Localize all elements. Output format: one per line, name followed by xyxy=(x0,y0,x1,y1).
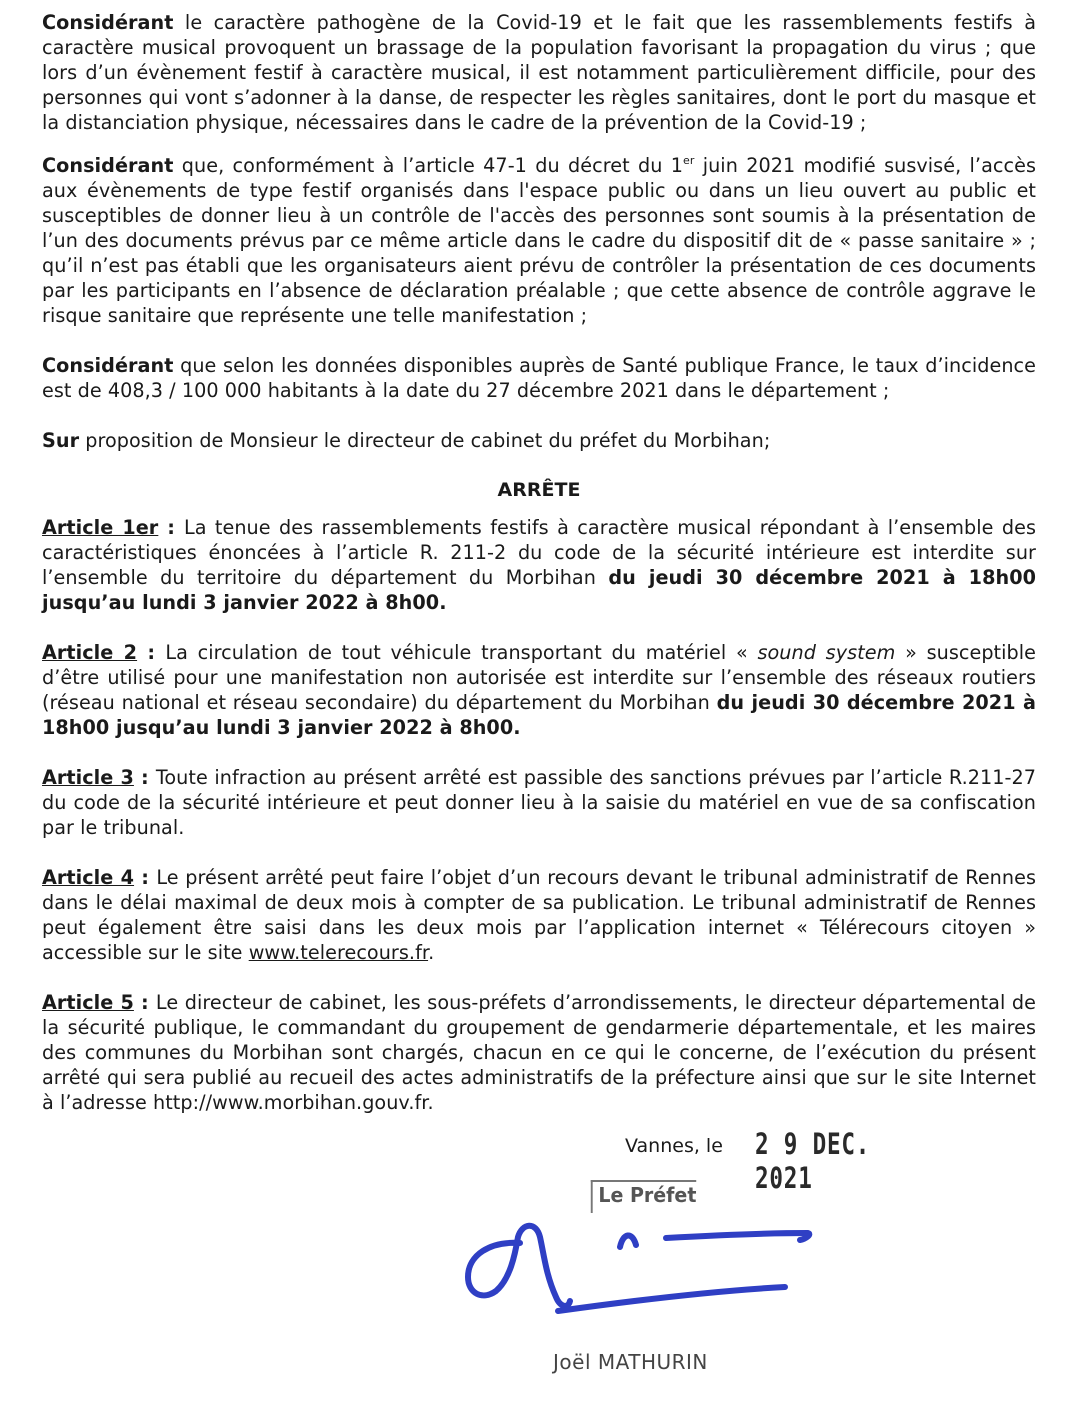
considerant-text: que, conformément à l’article 47-1 du décret du 1 xyxy=(173,154,683,177)
article-2-text: » susceptible d’être utilisé pour une manifestation non autorisée est interdite sur l’ensemble des réseaux routiers (réseau national et réseau secondaire) du département du Morbihan xyxy=(42,641,1036,714)
considerant-lead: Considérant xyxy=(42,354,174,377)
prefet-title-stamp: Le Préfet xyxy=(591,1180,697,1213)
considerant-text: le caractère pathogène de la Covid-19 et le fait que les rassemblements festifs à caractère musical provoquent un brassage de la population favorisant la propagation du virus ; que lors d’un évènement festif à caractère musical, il est notamment particulièrement difficile, pour des personnes qui vont s’adonner à la danse, de respecter les règles sanitaires, dont le port du masque et la distanciation physique, nécessaires dans le cadre de la prévention de la Covid-19 ; xyxy=(42,11,1036,134)
article-3-label: Article 3 xyxy=(42,766,134,789)
article-1-text: La tenue des rassemblements festifs à caractère musical répondant à l’ensemble des caractéristiques énoncées à l’article R. 211-2 du code de la sécurité intérieure est interdite sur l’ensemble du territoire du département du Morbihan xyxy=(42,516,1036,589)
ordinal-superscript: er xyxy=(683,154,695,167)
article-5-paragraph: Article 5 : Le directeur de cabinet, les sous-préfets d’arrondissements, le directeur départemental de la sécurité publique, le commandant du groupement de gendarmerie départementale, et les maires des communes du Morbihan sont chargés, chacun en ce qui le concerne, de l’exécution du présent arrêté qui sera publié au recueil des actes administratifs de la préfecture ainsi que sur le site Internet à l’adresse http://www.morbihan.gouv.fr. xyxy=(42,991,1036,1114)
article-2-label: Article 2 xyxy=(42,641,138,664)
considerant-text: juin 2021 modifié susvisé, l’accès aux évènements de type festif organisés dans l'espace public ou dans un lieu ouvert au public et susceptibles de donner lieu à un contrôle de l'accès des personnes sont soumis à la présentation de l’un des documents prévus par ce même article dans le cadre du dispositif dit de « passe sanitaire » ; qu’il n’est pas établi que les organisateurs aient prévu de contrôler la présentation de ces documents par les participants en l’absence de déclaration préalable ; que cette absence de contrôle aggrave le risque sanitaire que représente une telle manifestation ; xyxy=(42,154,1036,327)
place-label: Vannes, le xyxy=(625,1135,723,1157)
article-4-text: Le présent arrêté peut faire l’objet d’un recours devant le tribunal administratif de Rennes dans le délai maximal de deux mois à compter de sa publication. Le tribunal administratif de Rennes peut également être saisi dans les deux mois par l’application internet « Télérecours citoyen » accessible sur le site xyxy=(42,866,1037,964)
considerant-text: que selon les données disponibles auprès de Santé publique France, le taux d’incidence est de 408,3 / 100 000 habitants à la date du 27 décembre 2021 dans le département ; xyxy=(42,354,1036,402)
decree-body xyxy=(42,10,1036,1115)
considerant-passe-sanitaire-paragraph xyxy=(42,148,1036,328)
considerant-incidence-paragraph xyxy=(42,353,1036,403)
article-5-text: Le directeur de cabinet, les sous-préfets d’arrondissements, le directeur départemental de la sécurité publique, le commandant du groupement de gendarmerie départementale, et les maires des communes du Morbihan sont chargés, chacun en ce qui le concerne, de l’exécution du présent arrêté qui sera publié au recueil des actes administratifs de la préfecture ainsi que sur le site Internet à l’adresse http://www.morbihan.gouv.fr. xyxy=(42,991,1036,1114)
article-5-label: Article 5 xyxy=(42,991,134,1014)
article-1-period: du jeudi 30 décembre 2021 à 18h00 jusqu’au lundi 3 janvier 2022 à 8h00. xyxy=(42,566,1036,614)
telerecours-link[interactable]: www.telerecours.fr xyxy=(248,941,429,964)
article-1-paragraph: Article 1er : La tenue des rassemblements festifs à caractère musical répondant à l’ensemble des caractéristiques énoncées à l’article R. 211-2 du code de la sécurité intérieure est interdite sur l’ensemble du territoire du département du Morbihan du jeudi 30 décembre 2021 à 18h00 jusqu’au lundi 3 janvier 2022 à 8h00. xyxy=(42,516,1036,614)
article-4-label: Article 4 xyxy=(42,866,135,889)
considerant-lead: Considérant xyxy=(42,154,174,177)
proposition-paragraph xyxy=(42,428,1036,453)
article-2-text: La circulation de tout véhicule transportant du matériel « xyxy=(165,641,758,664)
sound-system-term: sound system xyxy=(757,641,896,664)
handwritten-signature xyxy=(460,1215,820,1335)
article-3-paragraph: Article 3 : Toute infraction au présent arrêté est passible des sanctions prévues par l’article R.211-27 du code de la sécurité intérieure et peut donner lieu à la saisie du matériel en vue de sa confiscation par le tribunal. xyxy=(42,766,1037,839)
date-stamp: 2 9 DEC. 2021 xyxy=(755,1127,871,1195)
article-2-period: du jeudi 30 décembre 2021 à 18h00 jusqu’au lundi 3 janvier 2022 à 8h00. xyxy=(42,691,1036,739)
place-date xyxy=(625,1127,955,1195)
article-4-paragraph: Article 4 : Le présent arrêté peut faire l’objet d’un recours devant le tribunal administratif de Rennes dans le délai maximal de deux mois à compter de sa publication. Le tribunal administratif de Rennes peut également être saisi dans les deux mois par l’application internet « Télérecours citoyen » accessible sur le site www.telerecours.fr. xyxy=(42,866,1037,964)
article-1-label: Article 1er xyxy=(42,516,159,539)
considerant-covid-paragraph xyxy=(42,10,1036,135)
considerant-lead: Considérant xyxy=(42,11,174,34)
article-3-text: Toute infraction au présent arrêté est passible des sanctions prévues par l’article R.211-27 du code de la sécurité intérieure et peut donner lieu à la saisie du matériel en vue de sa confiscation par le tribunal. xyxy=(42,766,1037,839)
article-2-paragraph: Article 2 : La circulation de tout véhicule transportant du matériel « sound system » susceptible d’être utilisé pour une manifestation non autorisée est interdite sur l’ensemble des réseaux routiers (réseau national et réseau secondaire) du département du Morbihan du jeudi 30 décembre 2021 à 18h00 jusqu’au lundi 3 janvier 2022 à 8h00. xyxy=(42,641,1036,739)
proposition-text: proposition de Monsieur le directeur de cabinet du préfet du Morbihan; xyxy=(79,429,771,452)
arrete-heading: ARRÊTE xyxy=(497,479,581,501)
signer-name: Joël MATHURIN xyxy=(553,1350,708,1374)
proposition-lead: Sur xyxy=(42,429,80,452)
